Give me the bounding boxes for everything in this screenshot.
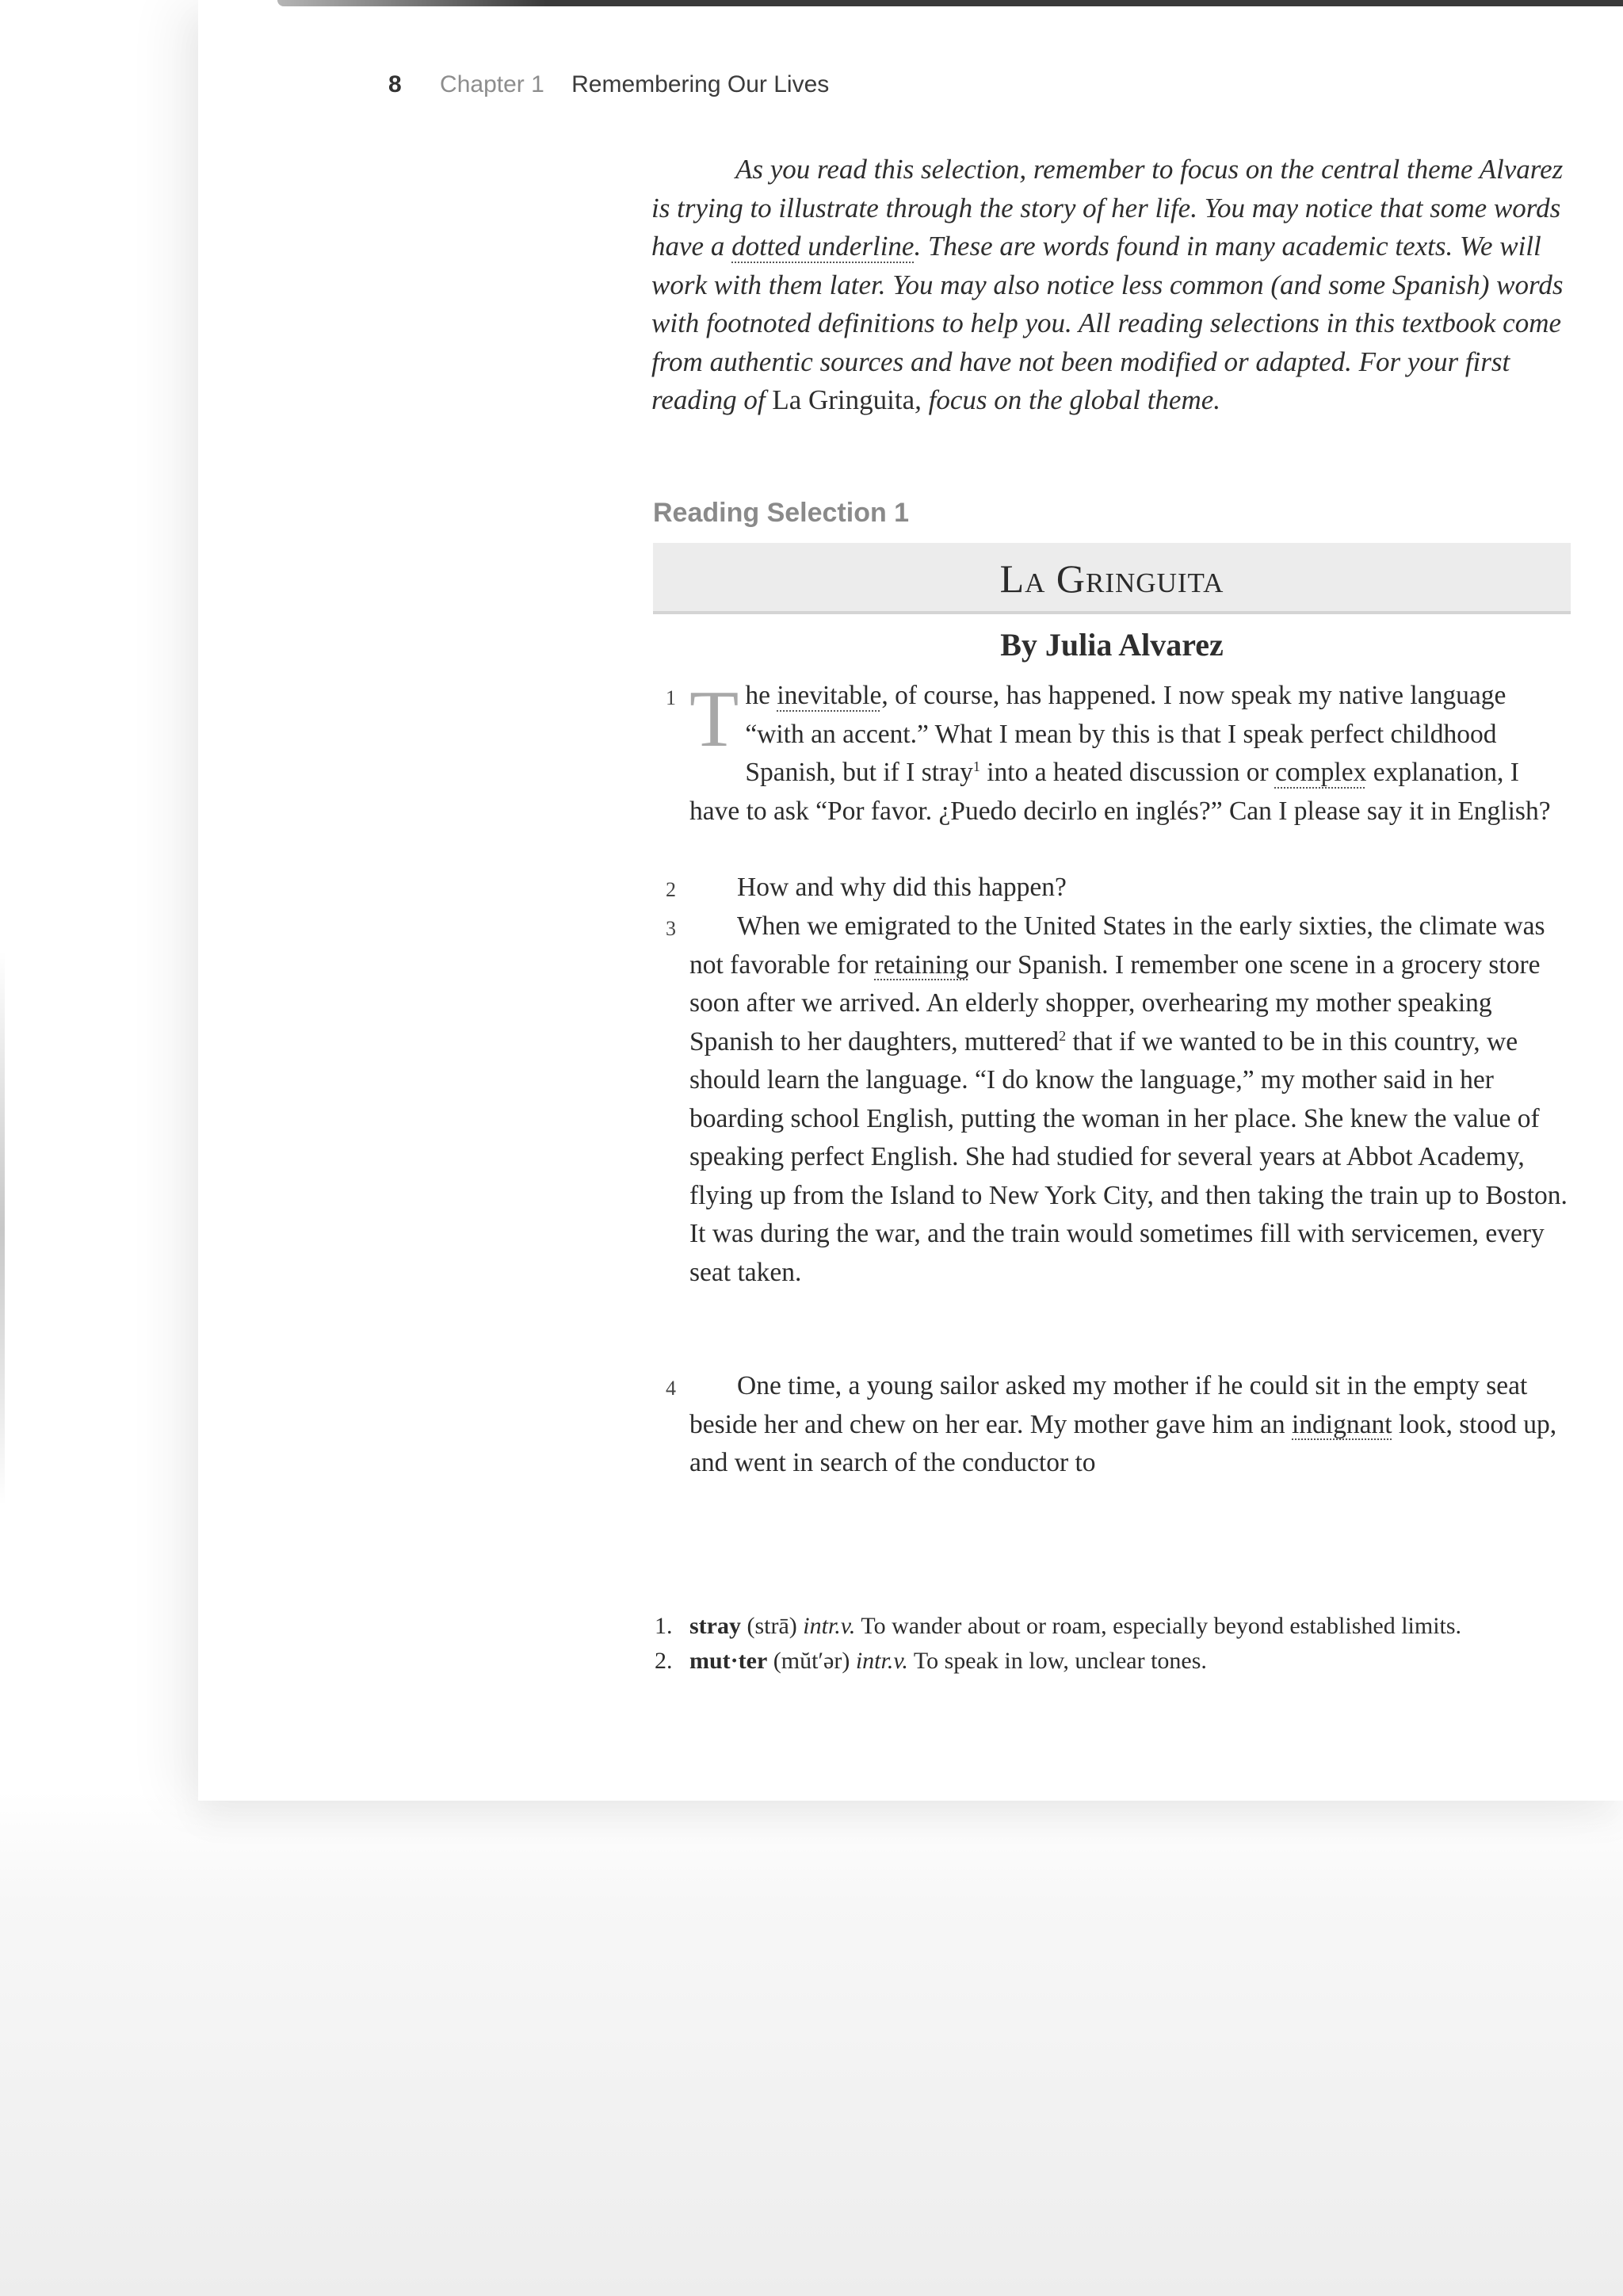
footnote-pronunciation: (mŭt′ər)	[767, 1648, 856, 1674]
body-text: that if we wanted to be in this country, we should learn the language. “I do know the language,” my mother said in her boarding school English, putting the woman in her place. She knew the value of speaking perfect English. She had studied for several years at Abbot Academy, flying up from the Island to New York City, and then taking the train up to Boston. It was during the war, and the train would sometimes fill with servicemen, every seat taken.	[689, 1026, 1568, 1287]
footnote-part-of-speech: intr.v.	[803, 1613, 856, 1639]
body-paragraph-4	[666, 1367, 1569, 1483]
paragraph-number: 2	[666, 878, 676, 901]
footnote-pronunciation: (strā)	[740, 1613, 804, 1639]
footnote-word: stray	[689, 1613, 741, 1639]
paragraph-number: 1	[666, 686, 676, 709]
footnote-definition: To speak in low, unclear tones.	[907, 1648, 1207, 1674]
intro-text: , focus on the global theme.	[915, 384, 1221, 415]
chapter-title: Remembering Our Lives	[571, 71, 830, 97]
page-number: 8	[388, 71, 402, 97]
footnote-2	[655, 1644, 1590, 1679]
intro-text: . These are words found in many academic texts. We will work with them later. You may also notice less common (and some Spanish) words with footnoted definitions to help you. All reading selections in this textbook come from authentic sources and have not been modified or adapted. For your first reading of	[651, 231, 1564, 415]
body-text: One time, a young sailor asked my mother if he could sit in the empty seat beside her and chew on her ear. My mother gave him an	[689, 1371, 1528, 1439]
body-text: , of course, has happened. I now speak my native language “with an accent.” What I mean by this is that I speak perfect childhood Spanish, but if I stray	[745, 681, 1507, 787]
body-text: How and why did this happen?	[737, 873, 1067, 902]
selection-title: La Gringuita	[999, 556, 1224, 601]
intro-title-reference: La Gringuita	[772, 384, 915, 415]
footnote-marker: 2	[1059, 1027, 1067, 1044]
vocab-word: complex	[1274, 758, 1367, 787]
vocab-word: retaining	[874, 949, 969, 980]
section-label: Reading Selection 1	[653, 498, 910, 528]
footnote-word: mut·ter	[689, 1648, 768, 1674]
footnote-number: 1.	[655, 1613, 673, 1639]
footnote-definition: To wander about or roam, especially beyond established limits.	[855, 1613, 1462, 1639]
byline: By Julia Alvarez	[1000, 627, 1224, 663]
title-banner	[653, 543, 1571, 614]
intro-text: As you read this selection, remember to focus on the central theme Alvarez is trying to illustrate through the story of her life. You may notice that some words have a	[651, 154, 1564, 262]
body-text: look, stood up, and went in search of the conductor to	[689, 1409, 1557, 1477]
footnote-number: 2.	[655, 1648, 673, 1674]
paragraph-number: 4	[666, 1377, 676, 1400]
intro-paragraph	[651, 151, 1571, 420]
footnotes	[655, 1609, 1590, 1679]
drop-cap: T	[689, 674, 739, 764]
footnote-1	[655, 1609, 1590, 1644]
running-header	[388, 71, 829, 111]
body-text: explanation, I have to ask “Por favor. ¿Puedo decirlo en inglés?” Can I please say it in English?	[689, 758, 1551, 826]
vocab-word: indignant	[1292, 1409, 1392, 1439]
footnote-part-of-speech: intr.v.	[855, 1648, 908, 1674]
scan-left-edge	[0, 951, 5, 1506]
chapter-label: Chapter 1	[440, 71, 544, 97]
body-text: our Spanish. I remember one scene in a grocery store soon after we arrived. An elderly shopper, overhearing my mother speaking Spanish to her daughters, muttered	[689, 949, 1541, 1056]
body-paragraph-2	[666, 869, 1569, 907]
dotted-term: dotted underline	[731, 231, 915, 262]
paragraph-number: 3	[666, 917, 676, 940]
body-text: into a heated discussion or	[980, 758, 1275, 787]
page-top-edge	[277, 0, 1623, 6]
footnote-marker: 1	[972, 758, 980, 774]
body-text: When we emigrated to the United States in the early sixties, the climate was not favorable for	[689, 911, 1545, 980]
body-paragraph-3	[666, 907, 1569, 1292]
vocab-word: inevitable	[777, 681, 882, 710]
body-paragraph-1	[666, 674, 1569, 831]
body-text: he	[745, 681, 777, 710]
